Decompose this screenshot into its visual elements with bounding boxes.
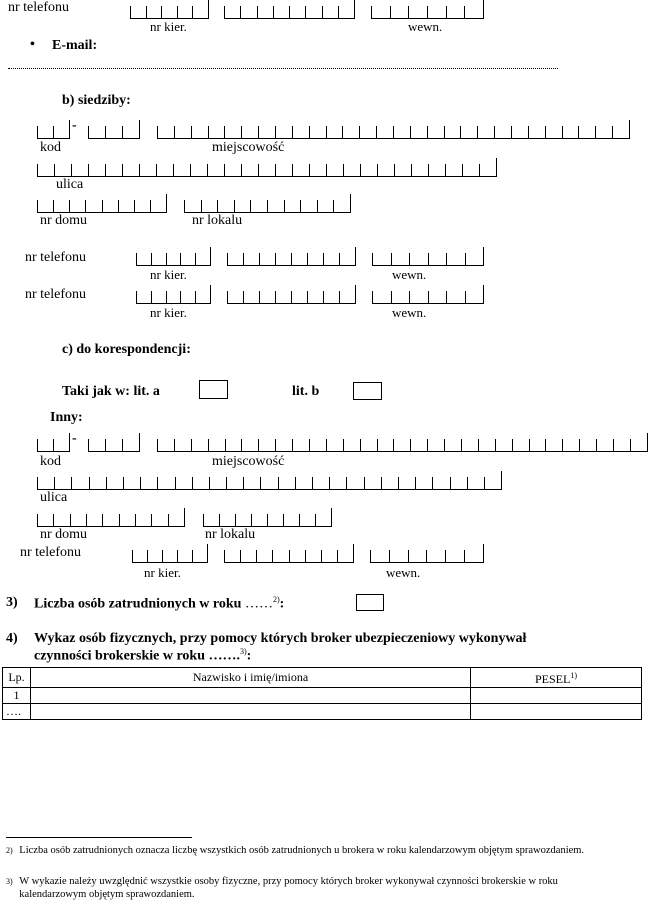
same-as-a-checkbox[interactable] <box>199 380 228 399</box>
table-header-row <box>3 668 642 688</box>
street-caption: ulica <box>56 177 84 192</box>
apartment-number-caption: nr lokalu <box>205 527 256 542</box>
same-as-label: Taki jak w: lit. a <box>62 384 160 399</box>
postal-code-part2-input[interactable] <box>88 120 140 139</box>
section-3-number: 3) <box>6 595 18 610</box>
postal-code-part2-input[interactable] <box>88 433 140 452</box>
city-input[interactable] <box>157 433 648 452</box>
cell-lp: …. <box>3 704 31 720</box>
phone-extension-input[interactable] <box>370 544 484 563</box>
section-4-line2-text: czynności brokerskie w roku ……. <box>34 648 240 664</box>
footnote-ref: 3) <box>240 647 247 656</box>
section-3-colon: : <box>279 596 285 612</box>
footnote-3 <box>6 875 606 901</box>
postal-code-caption: kod <box>40 140 61 155</box>
other-label: Inny: <box>50 410 83 425</box>
header-lp: Lp. <box>3 668 31 688</box>
phone-extension-input[interactable] <box>371 0 484 19</box>
street-input[interactable] <box>37 471 502 490</box>
phone-number-input[interactable] <box>227 247 356 266</box>
section-b-title: b) siedziby: <box>62 93 131 108</box>
header-pesel-text: PESEL <box>534 672 571 686</box>
email-field[interactable] <box>8 68 558 69</box>
employee-count-input[interactable] <box>356 594 384 611</box>
apartment-number-input[interactable] <box>203 508 332 527</box>
house-number-caption: nr domu <box>40 213 88 228</box>
lit-b-label: lit. b <box>292 384 320 399</box>
phone-area-code-input[interactable] <box>130 0 209 19</box>
section-4-line1: Wykaz osób fizycznych, przy pomocy których broker ubezpieczeniowy wykonywał <box>34 631 527 646</box>
phone-area-code-input[interactable] <box>136 247 211 266</box>
area-code-caption: nr kier. <box>150 19 187 34</box>
postal-dash: - <box>72 431 77 446</box>
footnote-text: Liczba osób zatrudnionych oznacza liczbę wszystkich osób zatrudnionych u brokera w roku kalendarzowym objętym sprawozdaniem. <box>19 845 585 856</box>
cell-pesel[interactable] <box>471 688 642 704</box>
postal-dash: - <box>72 118 77 133</box>
postal-code-part1-input[interactable] <box>37 433 70 452</box>
city-input[interactable] <box>157 120 630 139</box>
section-4-line2 <box>34 647 251 665</box>
table-row <box>3 688 642 704</box>
table-row <box>3 704 642 720</box>
section-c-title: c) do korespondencji: <box>62 342 191 357</box>
postal-code-caption: kod <box>40 454 61 469</box>
phone-number-input[interactable] <box>224 544 354 563</box>
section-3-heading <box>34 595 284 613</box>
email-bullet: • <box>30 37 35 52</box>
cell-name[interactable] <box>31 688 471 704</box>
cell-name[interactable] <box>31 704 471 720</box>
phone-area-code-input[interactable] <box>136 285 211 304</box>
phone-extension-input[interactable] <box>372 247 484 266</box>
phone-extension-input[interactable] <box>372 285 484 304</box>
header-name: Nazwisko i imię/imiona <box>31 668 471 688</box>
extension-caption: wewn. <box>392 305 427 320</box>
header-pesel <box>471 668 642 688</box>
persons-table <box>2 667 642 720</box>
section-4-colon: : <box>246 648 252 664</box>
phone-label: nr telefonu <box>8 0 70 15</box>
area-code-caption: nr kier. <box>144 565 181 580</box>
area-code-caption: nr kier. <box>150 305 187 320</box>
apartment-number-input[interactable] <box>184 194 351 213</box>
cell-pesel[interactable] <box>471 704 642 720</box>
phone-number-input[interactable] <box>224 0 355 19</box>
section-4-number: 4) <box>6 631 18 646</box>
city-caption: miejscowość <box>212 454 285 469</box>
house-number-caption: nr domu <box>40 527 88 542</box>
city-caption: miejscowość <box>212 140 285 155</box>
extension-caption: wewn. <box>392 267 427 282</box>
phone-area-code-input[interactable] <box>132 544 208 563</box>
section-3-text: Liczba osób zatrudnionych w roku <box>34 596 242 612</box>
phone-label: nr telefonu <box>25 287 87 302</box>
footnote-2 <box>6 844 606 862</box>
street-caption: ulica <box>40 490 68 505</box>
email-label: E-mail: <box>52 38 98 53</box>
extension-caption: wewn. <box>408 19 443 34</box>
house-number-input[interactable] <box>37 508 185 527</box>
cell-lp: 1 <box>3 688 31 704</box>
apartment-number-caption: nr lokalu <box>192 213 243 228</box>
footnote-number: 3) <box>6 877 13 886</box>
footnote-text: W wykazie należy uwzględnić wszystkie osoby fizyczne, przy pomocy których broker wykonywał czynności brokerskie w roku kalendarzowym objętym sprawozdaniem. <box>19 876 558 900</box>
house-number-input[interactable] <box>37 194 167 213</box>
area-code-caption: nr kier. <box>150 267 187 282</box>
postal-code-part1-input[interactable] <box>37 120 70 139</box>
footnote-ref: 2) <box>272 595 280 604</box>
street-input[interactable] <box>37 158 497 177</box>
footnote-number: 2) <box>6 846 13 855</box>
same-as-b-checkbox[interactable] <box>353 382 382 400</box>
footnote-divider <box>6 837 192 838</box>
phone-number-input[interactable] <box>227 285 356 304</box>
footnote-ref: 1) <box>570 671 577 680</box>
phone-label: nr telefonu <box>25 250 87 265</box>
section-3-year-dots: …… <box>244 596 273 612</box>
phone-label: nr telefonu <box>20 545 82 560</box>
extension-caption: wewn. <box>386 565 421 580</box>
